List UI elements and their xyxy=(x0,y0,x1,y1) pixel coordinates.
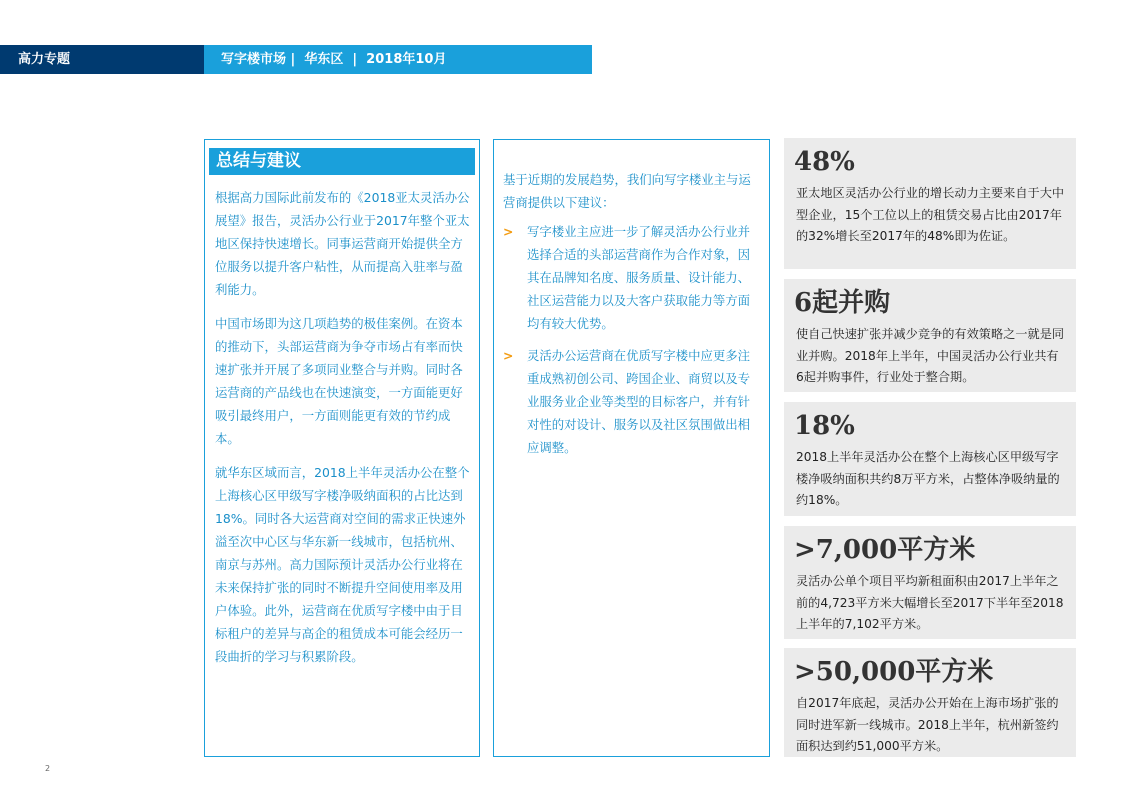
summary-paragraph: 就华东区域而言，2018上半年灵活办公在整个上海核心区甲级写字楼净吸纳面积的占比达到18%。同时各大运营商对空间的需求正快速外溢至次中心区与华东新一线城市，包括杭州、南京与苏州。高力国际预计灵活办公行业将在未来保持扩张的同时不断提升空间使用率及用户体验。此外，运营商在优质写字楼中由于目标租户的差异与高企的租赁成本可能会经历一段曲折的学习与积累阶段。 xyxy=(215,465,470,664)
stat-value: >50,000平方米 xyxy=(794,657,994,687)
recommendations-panel xyxy=(493,139,770,757)
summary-paragraph: 根据高力国际此前发布的《2018亚太灵活办公展望》报告，灵活办公行业于2017年整个亚太地区保持快速增长。同事运营商开始提供全方位服务以提升客户粘性，从而提高入驻率与盈利能力。 xyxy=(215,190,470,297)
stat-description: 使自己快速扩张并减少竞争的有效策略之一就是同业并购。2018年上半年，中国灵活办公行业共有6起并购事件，行业处于整合期。 xyxy=(796,327,1065,384)
chevron-right-icon: > xyxy=(503,224,514,239)
stat-description: 2018上半年灵活办公在整个上海核心区甲级写字楼净吸纳面积共约8万平方米，占整体净吸纳量的约18%。 xyxy=(796,450,1060,507)
stat-card xyxy=(784,648,1076,757)
chevron-right-icon: > xyxy=(503,348,514,363)
stat-description: 亚太地区灵活办公行业的增长动力主要来自于大中型企业，15个工位以上的租赁交易占比由2017年的32%增长至2017年的48%即为佐证。 xyxy=(796,186,1065,243)
stat-card xyxy=(784,526,1076,639)
stat-description: 灵活办公单个项目平均新租面积由2017上半年之前的4,723平方米大幅增长至2017下半年至2018上半年的7,102平方米。 xyxy=(796,574,1064,631)
recommendation-text: 写字楼业主应进一步了解灵活办公行业并选择合适的头部运营商作为合作对象，因其在品牌知名度、服务质量、设计能力、社区运营能力以及大客户获取能力等方面均有较大优势。 xyxy=(527,224,751,331)
stat-card xyxy=(784,279,1076,392)
summary-body xyxy=(215,186,473,679)
stat-value: 18% xyxy=(794,411,855,441)
recommendations-intro: 基于近期的发展趋势，我们向写字楼业主与运营商提供以下建议： xyxy=(503,172,751,210)
list-item xyxy=(503,220,761,335)
stat-value: 6起并购 xyxy=(794,288,891,318)
list-item xyxy=(503,344,761,459)
summary-panel xyxy=(204,139,480,757)
page-number: 2 xyxy=(45,764,51,773)
header-section-label: 高力专题 xyxy=(0,45,204,74)
stat-description: 自2017年底起，灵活办公开始在上海市场扩张的同时进军新一线城市。2018上半年，杭州新签约面积达到约51,000平方米。 xyxy=(796,696,1059,753)
stat-value: >7,000平方米 xyxy=(794,535,976,565)
stat-card xyxy=(784,402,1076,516)
recommendation-text: 灵活办公运营商在优质写字楼中应更多注重成熟初创公司、跨国企业、商贸以及专业服务业企业等类型的目标客户，并有针对性的对设计、服务以及社区氛围做出相应调整。 xyxy=(527,348,751,455)
stat-card xyxy=(784,138,1076,269)
summary-paragraph: 中国市场即为这几项趋势的极佳案例。在资本的推动下，头部运营商为争夺市场占有率而快速扩张并开展了多项同业整合与并购。同时各运营商的产品线也在快速演变，一方面能更好吸引最终用户，一方面则能更有效的节约成本。 xyxy=(215,316,463,446)
stat-value: 48% xyxy=(794,147,855,177)
header-breadcrumb: 写字楼市场 | 华东区 | 2018年10月 xyxy=(204,45,592,74)
summary-title: 总结与建议 xyxy=(209,148,475,175)
recommendations-list xyxy=(503,220,761,468)
